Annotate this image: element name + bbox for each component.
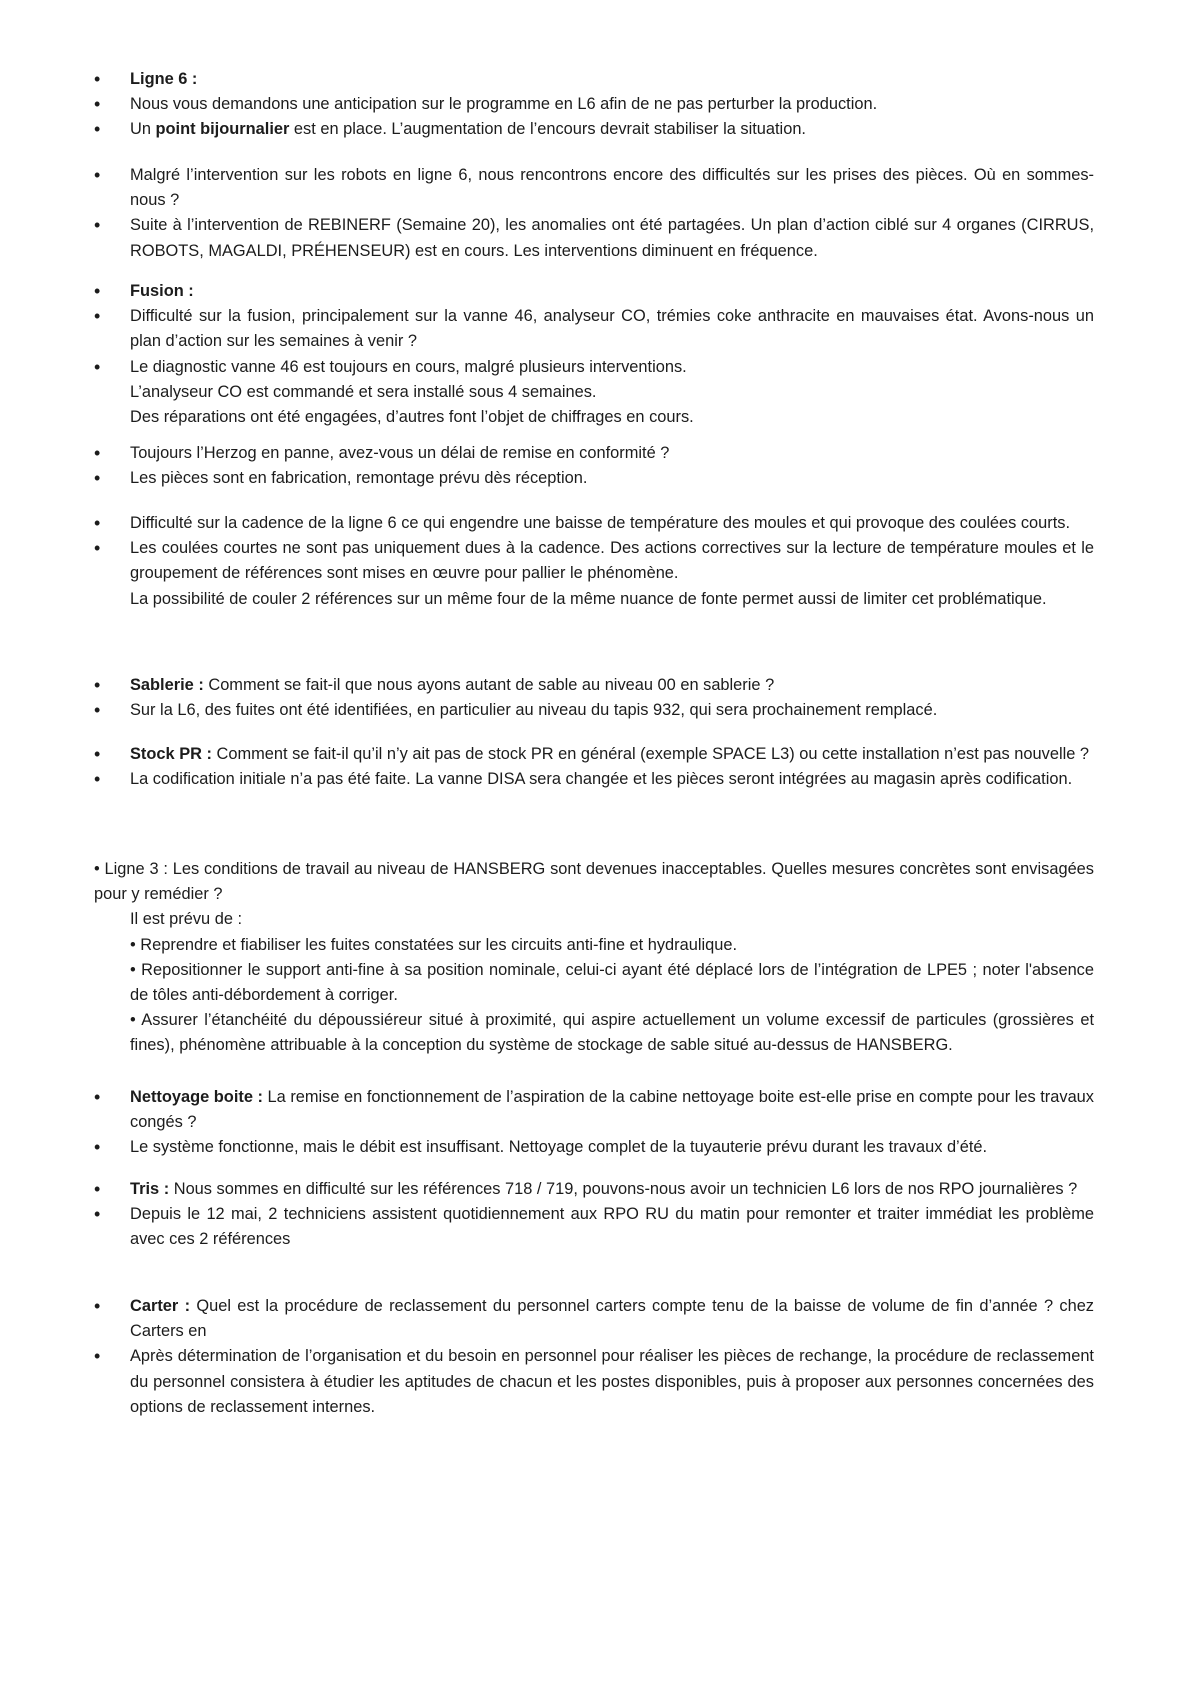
list-item: • Les coulées courtes ne sont pas uniquement dues à la cadence. Des actions correctives sur la lecture de température moules et le groupement de références sont mises en œuvre pour pallier le phénomène. bbox=[94, 536, 1094, 586]
section-carter bbox=[94, 1294, 1094, 1420]
question-text: Comment se fait-il que nous ayons autant de sable au niveau 00 en sablerie ? bbox=[203, 676, 775, 694]
list-item bbox=[94, 279, 1094, 304]
question-text: Quel est la procédure de reclassement du personnel carters compte tenu de la baisse de volume de fin d’année ? chez Carters en bbox=[130, 1297, 1095, 1341]
list-item bbox=[94, 117, 1094, 142]
list-item bbox=[94, 1294, 1094, 1344]
section-ligne6 bbox=[94, 67, 1094, 143]
list-item: • Après détermination de l’organisation et du besoin en personnel pour réaliser les pièces de rechange, la procédure de reclassement du personnel consistera à étudier les aptitudes de chacun et les postes disponibles, puis à proposer aux personnes concernées des options de reclassement internes. bbox=[94, 1344, 1094, 1420]
section-label: Carter : bbox=[130, 1297, 191, 1315]
list-item: • Le diagnostic vanne 46 est toujours en cours, malgré plusieurs interventions. bbox=[94, 355, 1094, 380]
list-item: • La codification initiale n’a pas été faite. La vanne DISA sera changée et les pièces seront intégrées au magasin après codification. bbox=[94, 767, 1094, 792]
list-item: • Depuis le 12 mai, 2 techniciens assistent quotidiennement aux RPO RU du matin pour remonter et traiter immédiat les problème avec ces 2 références bbox=[94, 1202, 1094, 1252]
list-item bbox=[94, 67, 1094, 92]
list-item: • Difficulté sur la cadence de la ligne 6 ce qui engendre une baisse de température des moules et qui provoque des coulées courts. bbox=[94, 511, 1094, 536]
answer-line: • Reprendre et fiabiliser les fuites constatées sur les circuits anti-fine et hydraulique. bbox=[130, 935, 738, 954]
bold-term: point bijournalier bbox=[155, 120, 290, 139]
section-label: Sablerie : bbox=[130, 676, 204, 694]
question-text: La remise en fonctionnement de l’aspiration de la cabine nettoyage boite est-elle prise en compte pour les travaux congés ? bbox=[130, 1088, 1094, 1132]
list-item: • Difficulté sur la fusion, principalement sur la vanne 46, analyseur CO, trémies coke anthracite en mauvaises état. Avons-nous un plan d’action sur les semaines à venir ? bbox=[94, 304, 1094, 354]
list-item bbox=[94, 1085, 1094, 1135]
question-text: Comment se fait-il qu’il n’y ait pas de stock PR en général (exemple SPACE L3) ou cette installation n’est pas nouvelle ? bbox=[211, 745, 1090, 763]
section-nettoyage bbox=[94, 1085, 1094, 1161]
list-item: • Les pièces sont en fabrication, remontage prévu dès réception. bbox=[94, 466, 1094, 491]
answer-line: • Assurer l’étanchéité du dépoussiéreur situé à proximité, qui aspire actuellement un volume excessif de particules (grossières et fines), phénomène attribuable à la conception du système de stockage de sable situé au-dessus de HANSBERG. bbox=[130, 1011, 1094, 1055]
section-cadence bbox=[94, 511, 1094, 612]
section-ligne3 bbox=[94, 857, 1094, 1059]
question-paragraph: • Ligne 3 : Les conditions de travail au niveau de HANSBERG sont devenues inacceptables. Quelles mesures concrètes sont envisagées pour y remédier ? bbox=[94, 860, 1094, 904]
text-fragment: Un bbox=[130, 120, 156, 139]
section-label: Stock PR : bbox=[130, 745, 212, 763]
answer-line: La possibilité de couler 2 références sur un même four de la même nuance de fonte permet aussi de limiter cet problématique. bbox=[130, 589, 1047, 608]
section-stock-pr bbox=[94, 742, 1094, 792]
list-item bbox=[94, 742, 1094, 767]
section-label: Nettoyage boite : bbox=[130, 1088, 263, 1106]
section-heading: Fusion : bbox=[130, 282, 194, 300]
list-item bbox=[94, 673, 1094, 698]
answer-line: L’analyseur CO est commandé et sera installé sous 4 semaines. bbox=[130, 382, 597, 401]
section-label: Tris : bbox=[130, 1180, 170, 1198]
list-item: • Suite à l’intervention de REBINERF (Semaine 20), les anomalies ont été partagées. Un plan d’action ciblé sur 4 organes (CIRRUS, ROBOTS, MAGALDI, PRÉHENSEUR) est en cours. Les interventions diminuent en fréquence. bbox=[94, 213, 1094, 263]
list-item: • Nous vous demandons une anticipation sur le programme en L6 afin de ne pas perturber la production. bbox=[94, 92, 1094, 117]
section-robots bbox=[94, 163, 1094, 264]
answer-line: Des réparations ont été engagées, d’autres font l’objet de chiffrages en cours. bbox=[130, 408, 694, 427]
question-text: Nous sommes en difficulté sur les références 718 / 719, pouvons-nous avoir un technicien L6 lors de nos RPO journalières ? bbox=[169, 1180, 1078, 1198]
list-item: • Toujours l’Herzog en panne, avez-vous un délai de remise en conformité ? bbox=[94, 441, 1094, 466]
section-sablerie bbox=[94, 673, 1094, 723]
section-herzog bbox=[94, 441, 1094, 491]
section-fusion bbox=[94, 279, 1094, 430]
answer-line: • Repositionner le support anti-fine à sa position nominale, celui-ci ayant été déplacé lors de l’intégration de LPE5 ; noter l'absence de tôles anti-débordement à corriger. bbox=[130, 960, 1094, 1005]
list-item: • Le système fonctionne, mais le débit est insuffisant. Nettoyage complet de la tuyauterie prévu durant les travaux d’été. bbox=[94, 1135, 1094, 1160]
list-item: • Malgré l’intervention sur les robots en ligne 6, nous rencontrons encore des difficultés sur les prises des pièces. Où en sommes-nous ? bbox=[94, 163, 1094, 213]
text-fragment: est en place. L’augmentation de l’encours devrait stabiliser la situation. bbox=[289, 120, 806, 139]
section-heading: Ligne 6 : bbox=[130, 70, 198, 88]
list-item bbox=[94, 1177, 1094, 1202]
answer-intro: Il est prévu de : bbox=[130, 910, 243, 929]
section-tris bbox=[94, 1177, 1094, 1253]
list-item: • Sur la L6, des fuites ont été identifiées, en particulier au niveau du tapis 932, qui sera prochainement remplacé. bbox=[94, 698, 1094, 723]
